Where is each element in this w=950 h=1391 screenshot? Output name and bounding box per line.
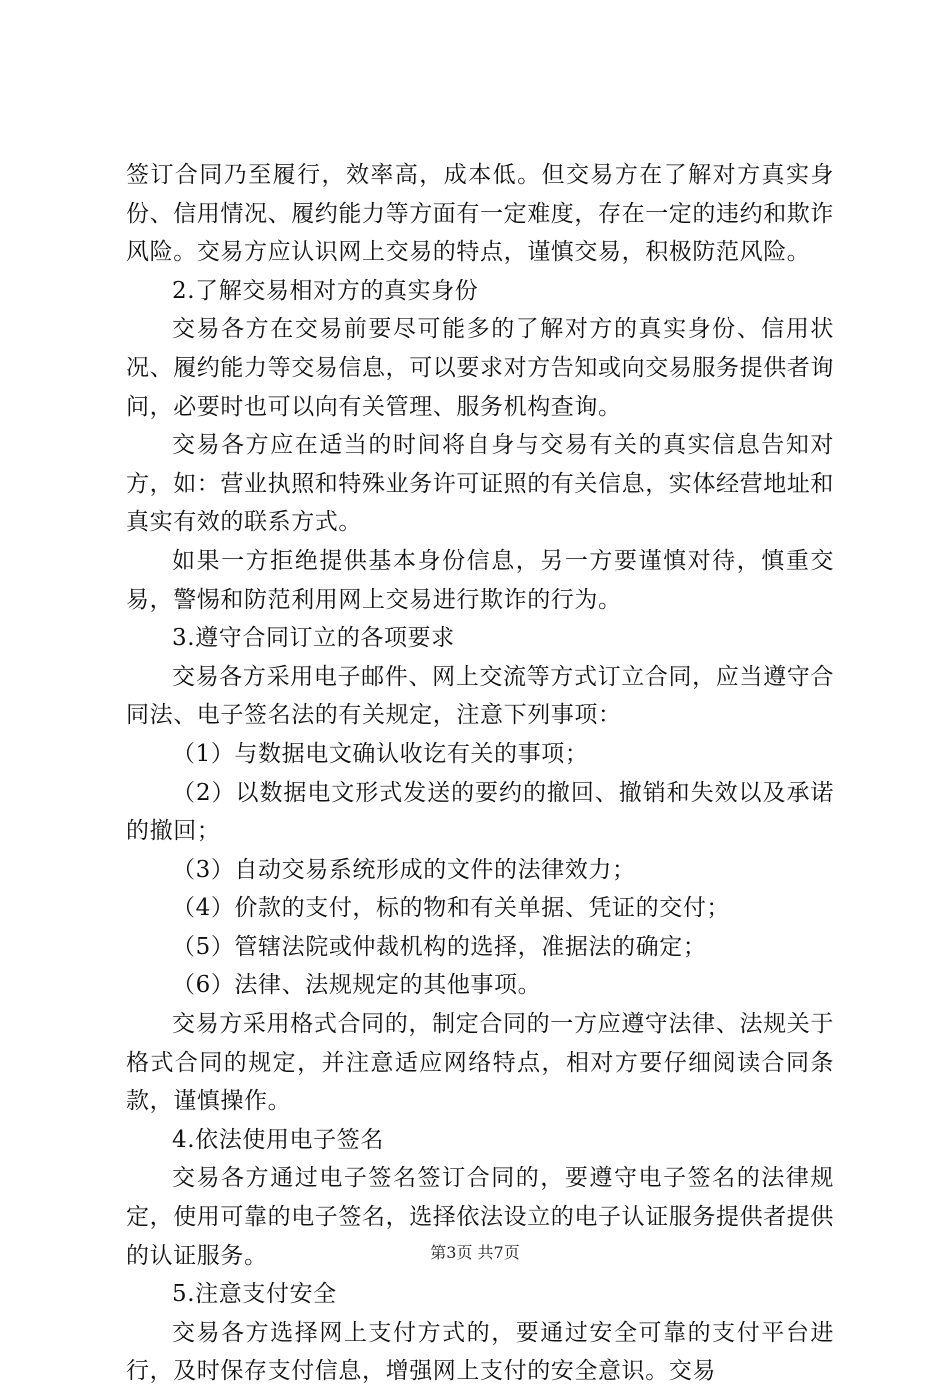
paragraph: 如果一方拒绝提供基本身份信息，另一方要谨慎对待，慎重交易，警惕和防范利用网上交易进行欺诈的行为。 <box>126 547 834 613</box>
list-item: （2）以数据电文形式发送的要约的撤回、撤销和失效以及承诺的撤回； <box>126 779 834 845</box>
section-heading-3: 3.遵守合同订立的各项要求 <box>172 625 455 652</box>
section-heading-4: 4.依法使用电子签名 <box>172 1126 384 1153</box>
paragraph: 交易各方采用电子邮件、网上交流等方式订立合同，应当遵守合同法、电子签名法的有关规定，注意下列事项： <box>126 663 834 729</box>
list-item: （1）与数据电文确认收讫有关的事项； <box>172 740 589 767</box>
list-item: （4）价款的支付，标的物和有关单据、凭证的交付； <box>172 895 731 922</box>
section-heading-2: 2.了解交易相对方的真实身份 <box>172 277 479 304</box>
paragraph: 交易方采用格式合同的，制定合同的一方应遵守法律、法规关于格式合同的规定，并注意适应网络特点，相对方要仔细阅读合同条款，谨慎操作。 <box>126 1011 834 1115</box>
paragraph-continuation: 签订合同乃至履行，效率高，成本低。但交易方在了解对方真实身份、信用情况、履约能力等方面有一定难度，存在一定的违约和欺诈风险。交易方应认识网上交易的特点，谨慎交易，积极防范风险。 <box>126 162 834 266</box>
body-text <box>126 156 834 1391</box>
section-heading-5: 5.注意支付安全 <box>172 1281 337 1308</box>
list-item: （5）管辖法院或仲裁机构的选择，准据法的确定； <box>172 933 707 960</box>
list-item: （6）法律、法规规定的其他事项。 <box>172 972 542 999</box>
list-item: （3）自动交易系统形成的文件的法律效力； <box>172 856 636 883</box>
page-number-footer: 第3页 共7页 <box>430 1243 520 1262</box>
paragraph: 交易各方选择网上支付方式的，要通过安全可靠的支付平台进行，及时保存支付信息，增强网上支付的安全意识。交易 <box>126 1319 834 1385</box>
paragraph: 交易各方应在适当的时间将自身与交易有关的真实信息告知对方，如：营业执照和特殊业务许可证照的有关信息，实体经营地址和真实有效的联系方式。 <box>126 432 834 536</box>
paragraph: 交易各方通过电子签名签订合同的，要遵守电子签名的法律规定，使用可靠的电子签名，选择依法设立的电子认证服务提供者提供的认证服务。 <box>126 1165 834 1269</box>
paragraph: 交易各方在交易前要尽可能多的了解对方的真实身份、信用状况、履约能力等交易信息，可以要求对方告知或向交易服务提供者询问，必要时也可以向有关管理、服务机构查询。 <box>126 316 834 420</box>
